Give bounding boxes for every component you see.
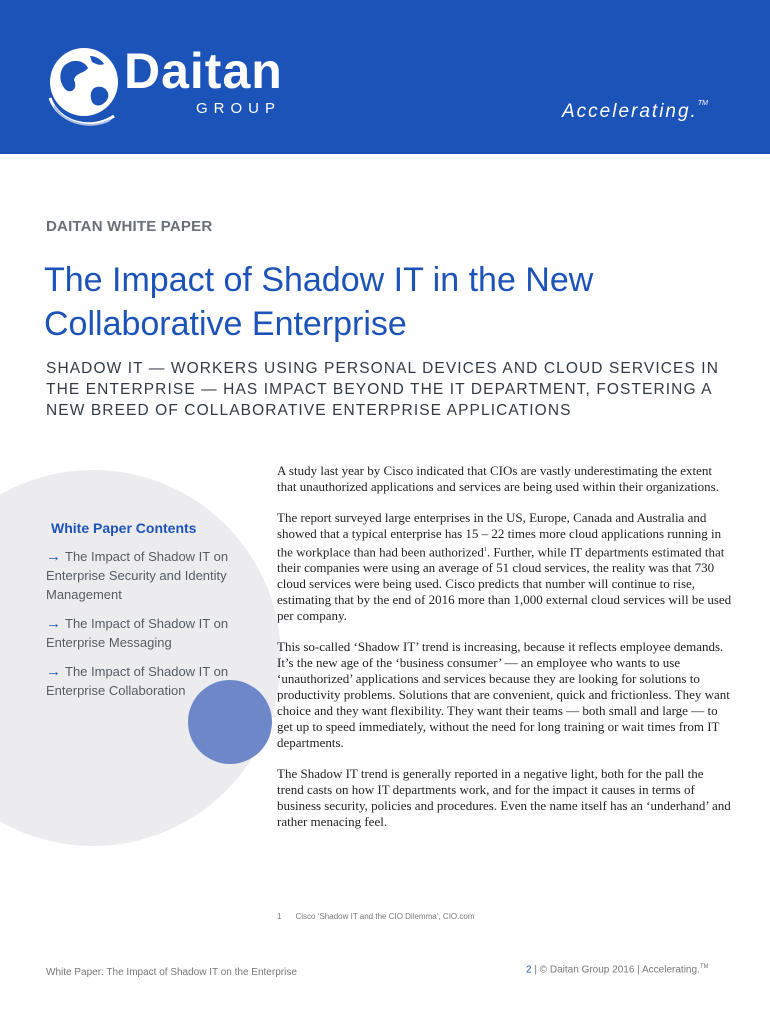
tagline-text: Accelerating. [562, 101, 698, 122]
tagline-trademark: TM [697, 100, 708, 107]
document-kicker: DAITAN WHITE PAPER [46, 218, 213, 235]
footnote-number: 1 [277, 912, 282, 921]
arrow-right-icon: → [46, 663, 61, 680]
footer-info [526, 964, 709, 975]
globe-logo-icon [44, 42, 126, 132]
footer-separator: | [534, 964, 537, 976]
contents-item-label: The Impact of Shadow IT on Enterprise Collaboration [46, 664, 229, 698]
brand-subtitle: GROUP [196, 100, 282, 117]
footnote [277, 912, 474, 921]
body-text [277, 463, 732, 845]
footer-document-title: White Paper: The Impact of Shadow IT on the Enterprise [46, 967, 297, 978]
footer-separator: | [637, 964, 640, 976]
body-text-segment: . Further, while IT departments estimated that their companies were using an average of 51 cloud services, the reality was that 730 cloud services were being used. Cisco predicts that number will continue to rise, estimating that by the end of 2016 more than 1,000 external cloud services will be used per company. [277, 544, 732, 624]
arrow-right-icon: → [46, 615, 61, 632]
page-number: 2 [526, 964, 532, 976]
footnote-reference[interactable]: 1 [483, 547, 487, 553]
footnote-text: Cisco ‘Shadow IT and the CIO Dilemma’, CIO.com [295, 912, 475, 921]
page-title: The Impact of Shadow IT in the New Collaborative Enterprise [44, 261, 594, 343]
contents-item-label: The Impact of Shadow IT on Enterprise Messaging [46, 616, 229, 650]
header-banner [0, 0, 770, 154]
brand-name: Daitan [124, 43, 283, 99]
contents-item[interactable] [46, 662, 276, 700]
arrow-right-icon: → [46, 548, 61, 565]
page-subtitle: SHADOW IT — WORKERS USING PERSONAL DEVICES AND CLOUD SERVICES IN THE ENTERPRISE — HAS IMPACT BEYOND THE IT DEPARTMENT, FOSTERING A NEW BREED OF COLLABORATIVE ENTERPRISE APPLICATIONS [46, 360, 720, 419]
contents-title: White Paper Contents [51, 520, 197, 536]
body-text-segment: The report surveyed large enterprises in the US, Europe, Canada and Australia and showed that a typical enterprise has 15 – 22 times more cloud applications running in the workplace than had been authorized [277, 510, 722, 560]
body-paragraph: The Shadow IT trend is generally reported in a negative light, both for the pall the trend casts on how IT departments work, and for the impact it causes in terms of business security, policies and procedures. Even the name itself has an ‘underhand’ and rather menacing feel. [277, 766, 731, 830]
header-tagline [562, 102, 708, 121]
footer-copyright: © Daitan Group 2016 [539, 964, 635, 976]
contents-item-label: The Impact of Shadow IT on Enterprise Security and Identity Management [46, 549, 229, 602]
contents-item[interactable] [46, 547, 276, 604]
body-paragraph [277, 510, 732, 624]
footer-tagline: Accelerating. [642, 964, 700, 976]
body-paragraph: A study last year by Cisco indicated that CIOs are vastly underestimating the extent that unauthorized applications and services are being used within their organizations. [277, 463, 719, 494]
contents-item[interactable] [46, 614, 276, 652]
footer-trademark: TM [699, 964, 709, 970]
contents-panel [46, 520, 276, 710]
body-paragraph: This so-called ‘Shadow IT’ trend is increasing, because it reflects employee demands. It’s the new age of the ‘business consumer’ — an employee who wants to use ‘unauthorized’ applications and services because they are looking for solutions to productivity problems. Solutions that are convenient, quick and frictionless. They want choice and they want flexibility. They want their teams — both small and large — to get up to speed immediately, without the need for long training or wait times from IT departments. [277, 639, 730, 751]
